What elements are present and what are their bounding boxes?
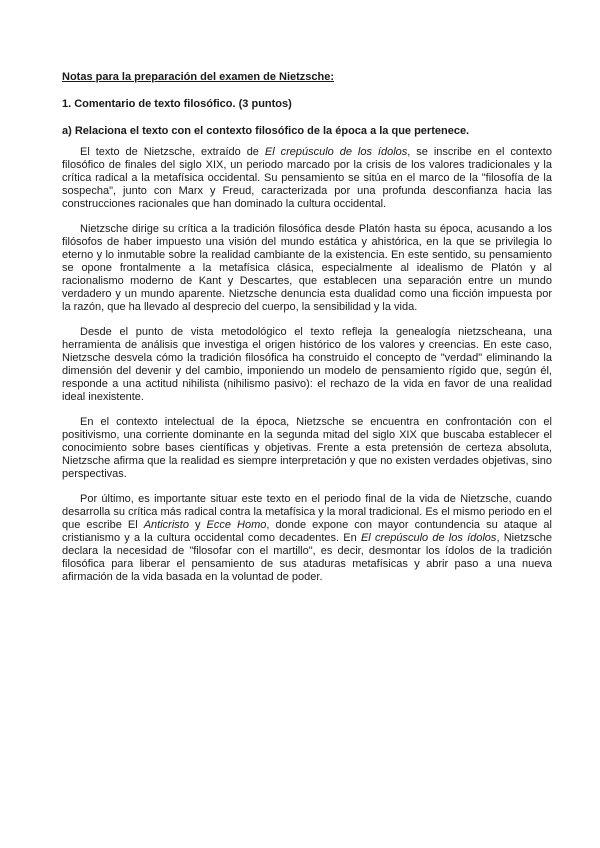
text-segment: Desde el punto de vista metodológico el texto refleja la genealogía nietzscheana, una herramienta de análisis que investiga el origen histórico de los valores y creencias. En este caso, Nietzsche desvela cómo la tradición filosófica ha construido el concepto de "verdad" eliminando la dimensión del devenir y del cambio, imponiendo un modelo de pensamiento rígido que, según él, responde a una actitud nihilista (nihilismo pasivo): el rechazo de la vida en favor de una realidad ideal inexistente. xyxy=(62,326,552,403)
document-title: Notas para la preparación del examen de Nietzsche: xyxy=(62,71,335,83)
question-heading: 1. Comentario de texto filosófico. (3 puntos) xyxy=(62,98,292,110)
text-segment: , donde expone con mayor contundencia su ataque al cristianismo y a la cultura occidental como decadentes. En xyxy=(62,519,552,544)
body-paragraph xyxy=(62,223,552,314)
text-segment: En el contexto intelectual de la época, Nietzsche se encuentra en confrontación con el positivismo, una corriente dominante en la segunda mitad del siglo XIX que buscaba establecer el conocimiento sobre bases científicas y objetivas. Frente a esta pretensión de certeza absoluta, Nietzsche afirma que la realidad es siempre interpretación y que no existen verdades objetivas, sino perspectivas. xyxy=(62,416,552,480)
work-title-italic: El crepúsculo de los ídolos xyxy=(264,146,408,158)
paragraphs xyxy=(62,146,552,584)
text-segment: , Nietzsche declara la necesidad de "filosofar con el martillo", es decir, desmontar los ídolos de la tradición filosófica para liberar el pensamiento de sus ataduras metafísicas y abrir paso a una nueva afirmación de la vida basada en la voluntad de poder. xyxy=(62,532,552,583)
text-segment: Nietzsche dirige su crítica a la tradición filosófica desde Platón hasta su época, acusando a los filósofos de haber impuesto una visión del mundo estática y ahistórica, en la que se privilegia lo eterno y lo inmutable sobre la realidad cambiante de la existencia. En este sentido, su pensamiento se opone frontalmente a la metafísica clásica, especialmente al idealismo de Platón y al racionalismo moderno de Kant y Descartes, que establecen una separación entre un mundo verdadero y un mundo aparente. Nietzsche denuncia esta dualidad como una ficción impuesta por la razón, que ha llevado al desprecio del cuerpo, la sensibilidad y la vida. xyxy=(62,223,552,313)
body-paragraph xyxy=(62,146,552,211)
text-segment: , se inscribe en el contexto filosófico de finales del siglo XIX, un periodo marcado por la crisis de los valores tradicionales y la crítica radical a la metafísica occidental. Su pensamiento se sitúa en el marco de la "filosofía de la sospecha", junto con Marx y Freud, caracterizada por una profunda desconfianza hacia las construcciones racionales que han dominado la cultura occidental. xyxy=(62,146,552,210)
work-title-italic: Ecce Homo xyxy=(206,519,267,531)
body-paragraph xyxy=(62,416,552,481)
text-segment: y xyxy=(188,519,207,531)
work-title-italic: El crepúsculo de los ídolos xyxy=(360,532,497,544)
body-paragraph xyxy=(62,493,552,584)
body-paragraph xyxy=(62,326,552,404)
work-title-italic: Anticristo xyxy=(143,519,189,531)
text-segment: Por último, es importante situar este texto en el periodo final de la vida de Nietzsche, cuando desarrolla su crítica más radical contra la metafísica y la moral tradicional. Es el mismo periodo en el que escribe El xyxy=(62,493,552,531)
subquestion-heading: a) Relaciona el texto con el contexto filosófico de la época a la que pertenece. xyxy=(62,125,470,137)
text-segment: El texto de Nietzsche, extraído de xyxy=(80,146,265,158)
